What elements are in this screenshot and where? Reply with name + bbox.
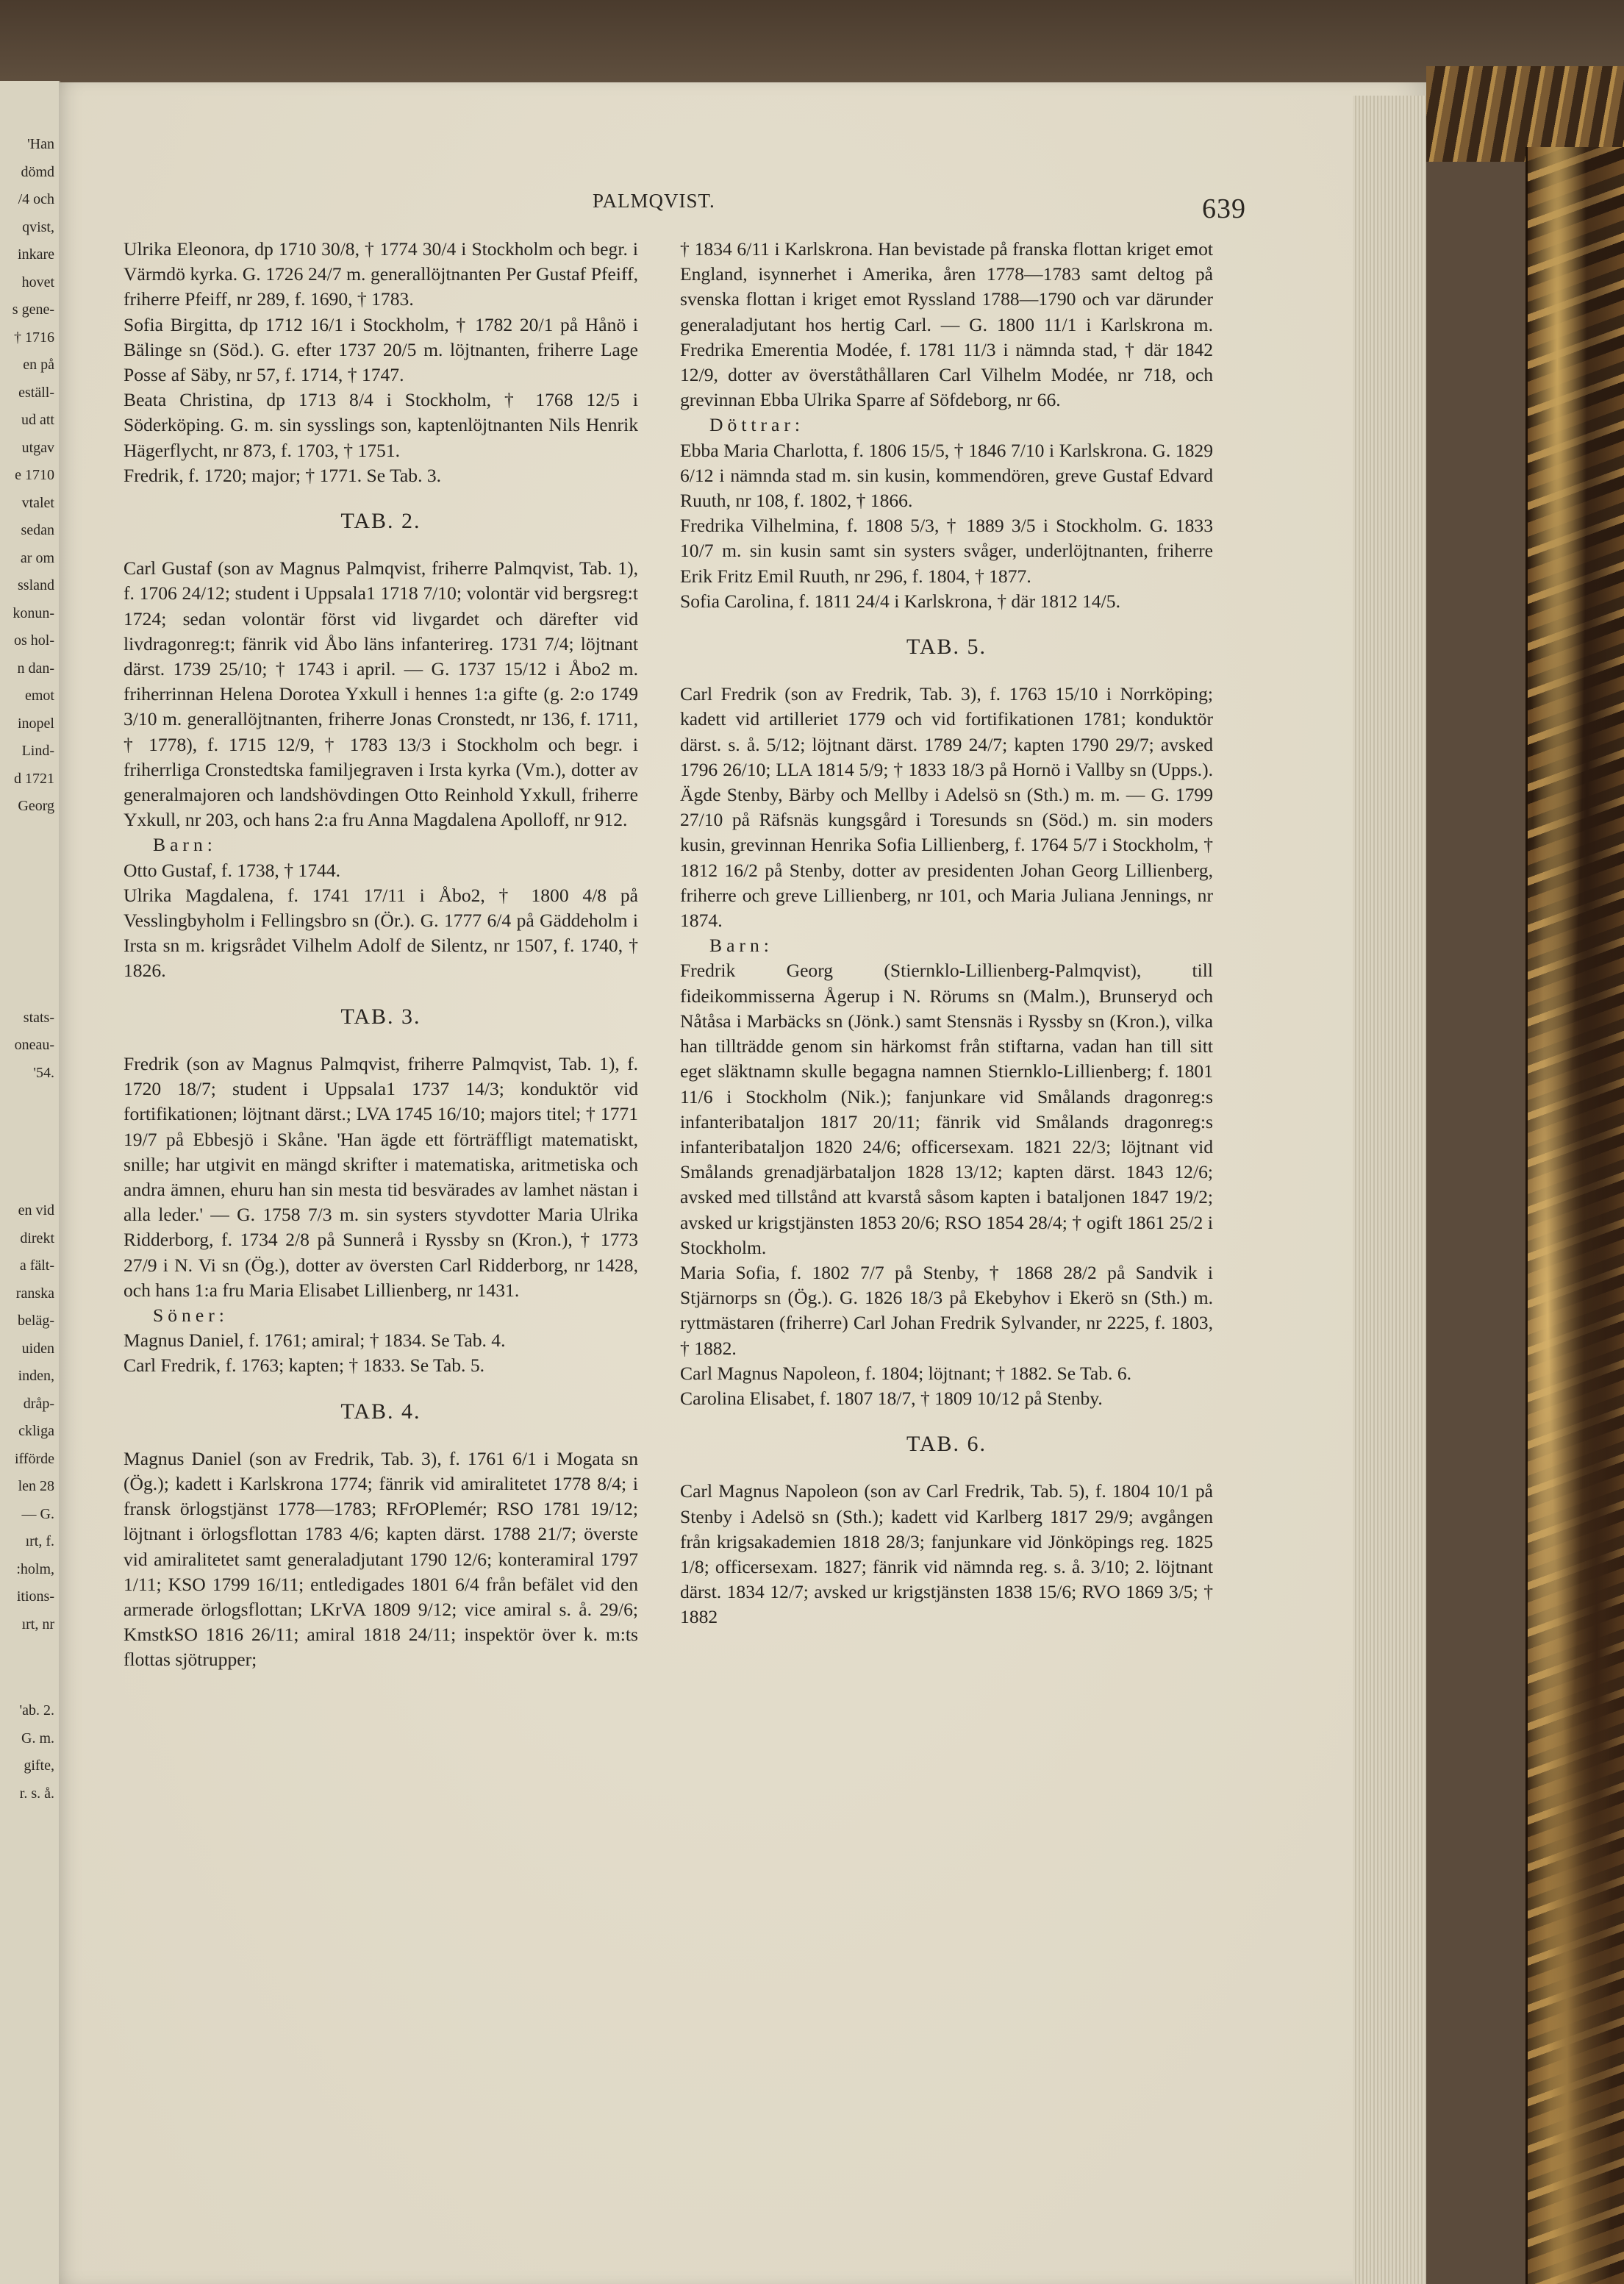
tab-3-heading: TAB. 3. xyxy=(340,1004,421,1029)
tab-3-text: Fredrik (son av Magnus Palmqvist, friherre Palmqvist, Tab. 1), f. 1720 18/7; student i Uppsala1 1737 14/3; konduktör vid fortifikationen; löjtnant därst.; LVA 1745 16/10; majors titel; † 1771 19/7 på Ebbesjö i Skåne. 'Han ägde ett förträffligt matematiskt, snille; har utgivit en mängd skrifter i matematiska, aritmetiska och andra ämnen, ehuru han sin mesta tid besvärades av lamhet nästan i alla leder.' — G. 1758 7/3 m. sin systers styvdotter Maria Ulrika Ridderborg, f. 1734 2/8 på Sunnerå i Ryssby sn (Kron.), † 1773 27/9 i N. Vi sn (Ög.), dotter av översten Carl Ridderborg, nr 1428, och hans 1:a fru Maria Elisabet Lillienberg, nr 1431. xyxy=(124,1052,638,1301)
prev-page-fragment-line: † 1716 xyxy=(14,329,54,346)
prev-page-fragment-line: r. s. å. xyxy=(19,1785,54,1802)
prev-page-fragment-line: inden, xyxy=(18,1368,54,1384)
prev-page-fragment-line: beläg- xyxy=(18,1313,54,1329)
tab-5-child-3: Carl Magnus Napoleon, f. 1804; löjtnant; † 1882. Se Tab. 6. xyxy=(680,1362,1132,1384)
prev-page-fragment-line: vtalet xyxy=(21,494,54,511)
prev-page-fragment-line: sedan xyxy=(21,522,54,538)
prev-page-fragment-line: ckliga xyxy=(18,1423,54,1439)
entry-ulrika-eleonora: Ulrika Eleonora, dp 1710 30/8, † 1774 30/4 i Stockholm och begr. i Värmdö kyrka. G. 1726 24/7 m. generallöjtnanten Per Gustaf Pfeiff, friherre Pfeiff, nr 289, f. 1690, † 1783. xyxy=(124,238,638,310)
prev-page-fragment-line: e 1710 xyxy=(15,467,54,483)
marbled-board xyxy=(1525,147,1624,2284)
prev-page-fragment-line: en vid xyxy=(18,1202,54,1218)
tab-2-barn-heading: Barn: xyxy=(153,834,217,856)
tab-5-barn-heading: Barn: xyxy=(709,935,773,957)
prev-page-fragment-line: qvist, xyxy=(22,218,54,235)
prev-page-fragment-line: ırt, nr xyxy=(21,1616,54,1632)
prev-page-fragment-line: stats- xyxy=(23,1009,54,1026)
prev-page-fragment-line: s gene- xyxy=(12,301,54,318)
tab-6-heading: TAB. 6. xyxy=(906,1432,987,1457)
prev-page-fragment-line: ranska xyxy=(15,1285,54,1302)
prev-page-fragment-line: /4 och xyxy=(18,191,54,207)
prev-page-fragment-line: 'ab. 2. xyxy=(19,1702,54,1719)
prev-page-fragment-line: itions- xyxy=(16,1588,54,1605)
prev-page-fragment-line: — G. xyxy=(21,1505,54,1522)
prev-page-fragment-line: ssland xyxy=(18,577,54,593)
prev-page-fragment-line: d 1721 xyxy=(14,770,54,787)
tab-3-soner-heading: Söner: xyxy=(153,1304,229,1326)
prev-page-fragment-line: ar om xyxy=(20,549,54,566)
daughter-3: Sofia Carolina, f. 1811 24/4 i Karlskrona, † där 1812 14/5. xyxy=(680,590,1120,612)
prev-page-fragment-line: en på xyxy=(23,357,54,373)
prev-page-fragment-line: os hol- xyxy=(14,632,54,649)
daughter-2: Fredrika Vilhelmina, f. 1808 5/3, † 1889 3/5 i Stockholm. G. 1833 10/7 m. sin kusin samt sin systers svåger, underlöjtnanten, friherre Erik Fritz Emil Ruuth, nr 296, f. 1804, † 1877. xyxy=(680,515,1213,587)
tab-4-heading: TAB. 4. xyxy=(340,1399,421,1424)
entry-beata-christina: Beata Christina, dp 1713 8/4 i Stockholm, † 1768 12/5 i Söderköping. G. m. sin sysslings son, kaptenlöjtnanten Nils Henrik Hägerflycht, nr 873, f. 1703, † 1751. xyxy=(124,389,638,461)
prev-page-fragment-line: uiden xyxy=(21,1340,54,1357)
prev-page-fragment-line: :holm, xyxy=(16,1560,54,1577)
prev-page-fragment-line: konun- xyxy=(12,604,54,621)
tab-5-child-1: Fredrik Georg (Stiernklo-Lillienberg-Palmqvist), till fideikommisserna Ågerup i N. Rörums sn (Malm.), Brunseryd och Nåtåsa i Marbäcks sn (Jönk.) samt Stensnäs i Ryssby sn (Kron.), vilka han tillträdde genom sin härkomst från stiftarna, vadan han till sitt eget släktnamn skulle begagna namnen Stiernklo-Lillienberg; f. 1801 11/6 i Stockholm (Nik.); fanjunkare vid Smålands dragonreg:s infanteribataljon 1817 20/11; fänrik vid Smålands dragonreg:s infanteribataljon 1820 24/6; officersexam. 1821 22/3; löjtnant vid Smålands grenadjärbataljon 1828 13/12; kapten därst. 1843 12/6; avsked med tillstånd att kvarstå såsom kapten i bataljonen 1847 19/2; avsked ur krigstjänsten 1853 20/6; RSO 1854 28/4; † ogift 1861 25/2 i Stockholm. xyxy=(680,960,1213,1258)
prev-page-fragment-line: ifförde xyxy=(14,1450,54,1467)
prev-page-fragment-line: utgav xyxy=(21,439,54,456)
tab-6-text: Carl Magnus Napoleon (son av Carl Fredrik, Tab. 5), f. 1804 10/1 på Stenby i Adelsö sn (Sth.); kadett vid Karlberg 1817 29/9; avgången från krigsakademien 1818 28/3; fanjunkare vid Jönköpings reg. 1825 1/8; officersexam. 1827; fänrik vid nämnda reg. s. å. 3/10; 2. löjtnant därst. 1834 12/7; avsked ur krigstjänsten 1838 15/6; RVO 1869 3/5; † 1882 xyxy=(680,1480,1213,1628)
daughter-1: Ebba Maria Charlotta, f. 1806 15/5, † 1846 7/10 i Karlskrona. G. 1829 6/12 i nämnda stad m. sin kusin, kommendören, greve Gustaf Edvard Ruuth, nr 108, f. 1802, † 1866. xyxy=(680,439,1213,512)
book-top-edge xyxy=(0,0,1624,82)
prev-page-fragment-line: G. m. xyxy=(21,1730,54,1746)
prev-page-fragment-line: inopel xyxy=(18,715,54,732)
prev-page-fragment-line: ırt, f. xyxy=(25,1533,54,1549)
tab-3-child-2: Carl Fredrik, f. 1763; kapten; † 1833. Se Tab. 5. xyxy=(124,1355,485,1377)
entry-fredrik: Fredrik, f. 1720; major; † 1771. Se Tab. 3. xyxy=(124,464,442,486)
tab-5-text: Carl Fredrik (son av Fredrik, Tab. 3), f. 1763 15/10 i Norrköping; kadett vid artilleriet 1779 och vid fortifikationen 1781; konduktör därst. s. å. 5/12; löjtnant därst. 1789 24/7; kapten 1790 29/7; avsked 1796 26/10; LLA 1814 5/9; † 1833 18/3 på Hornö i Vallby sn (Upps.). Ägde Stenby, Bärby och Mellby i Adelsö sn (Sth.) m. m. — G. 1799 27/10 på Räfsnäs kungsgård i Toresunds sn (Söd.) m. sin moders kusin, grevinnan Henrika Sofia Lillienberg, f. 1764 5/7 i Stockholm, † 1812 16/2 på Stenby, dotter av presidenten Johan Georg Lillienberg, friherre och greve Lillienberg, nr 101, och Maria Juliana Jennings, nr 1874. xyxy=(680,683,1213,932)
entry-sofia-birgitta: Sofia Birgitta, dp 1712 16/1 i Stockholm, † 1782 20/1 på Hånö i Bälinge sn (Söd.). G. efter 1737 20/5 m. löjtnanten, friherre Lage Posse af Säby, nr 57, f. 1714, † 1747. xyxy=(124,313,638,386)
prev-page-fragment-line: hovet xyxy=(21,274,54,290)
prev-page-fragment-line: direkt xyxy=(20,1230,54,1246)
tab-4-text: Magnus Daniel (son av Fredrik, Tab. 3), f. 1761 6/1 i Mogata sn (Ög.); kadett i Karlskrona 1774; fänrik vid amiralitetet 1778 8/4; i fransk örlogstjänst 1778—1783; RFrOPlemér; RSO 1781 19/12; löjtnant i örlogsflottan 1783 4/6; kapten därst. 1788 21/7; överste vid amiralitetet samt generaladjutant 1790 12/6; konteramiral 1797 1/11; KSO 1799 16/11; entledigades 1801 6/4 från befälet vid den armerade örlogsflottan; LKrVA 1809 9/12; vice amiral s. å. 29/6; KmstkSO 1816 26/11; amiral 1818 24/11; inspektör över k. m:ts flottas sjötrupper; xyxy=(124,1447,638,1671)
page-edges xyxy=(1353,96,1426,2284)
prev-page-fragment-line: emot xyxy=(25,688,54,704)
running-head: PALMQVIST. xyxy=(593,190,715,212)
previous-page-fragment xyxy=(0,81,60,2284)
tab-2-heading: TAB. 2. xyxy=(340,509,421,534)
tab-3-child-1: Magnus Daniel, f. 1761; amiral; † 1834. Se Tab. 4. xyxy=(124,1330,506,1352)
prev-page-fragment-line: '54. xyxy=(33,1064,54,1081)
prev-page-fragment-line: ud att xyxy=(21,412,54,428)
prev-page-fragment-line: 'Han xyxy=(27,136,54,152)
tab-5-child-4: Carolina Elisabet, f. 1807 18/7, † 1809 10/12 på Stenby. xyxy=(680,1387,1103,1409)
prev-page-fragment-line: len 28 xyxy=(18,1478,54,1494)
prev-page-fragment-line: Georg xyxy=(18,798,54,814)
tab-5-child-2: Maria Sofia, f. 1802 7/7 på Stenby, † 1868 28/2 på Sandvik i Stjärnorps sn (Ög.). G. 1826 18/3 på Ekebyhov i Ekerö sn (Sth.) m. ryttmästaren (friherre) Carl Johan Fredrik Sylvander, nr 2225, f. 1803, † 1882. xyxy=(680,1261,1213,1359)
page-number: 639 xyxy=(1202,193,1246,224)
left-column xyxy=(124,237,638,1673)
tab-2-text: Carl Gustaf (son av Magnus Palmqvist, friherre Palmqvist, Tab. 1), f. 1706 24/12; student i Uppsala1 1718 7/10; volontär vid bergsreg:t 1724; sedan volontär först vid livgardet och därefter vid livdragonreg:t; fänrik vid Åbo läns infanterireg. 1731 7/4; löjtnant därst. 1739 25/10; † 1743 i april. — G. 1737 15/12 i Åbo2 m. friherrinnan Helena Dorotea Yxkull i hennes 1:a gifte (g. 2:o 1749 3/10 m. generallöjtnanten, friherre Jonas Cronstedt, nr 136, f. 1711, † 1778), f. 1715 12/9, † 1783 13/3 i Stockholm och begr. i friherrliga Cronstedtska familjegraven i Irsta kyrka (Vm.), dotter av generalmajoren och landshövdingen Otto Reinhold Yxkull, friherre Yxkull, nr 203, och hans 2:a fru Anna Magdalena Apolloff, nr 912. xyxy=(124,557,638,831)
prev-page-fragment-line: n dan- xyxy=(17,660,54,677)
right-column xyxy=(680,237,1213,1630)
tab-4-continued: † 1834 6/11 i Karlskrona. Han bevistade på franska flottan kriget emot England, isynnerhet i Amerika, åren 1778—1783 samt deltog på svenska flottan i kriget emot Ryssland 1788—1790 och var därunder generaladjutant hos hertig Carl. — G. 1800 11/1 i Karlskrona m. Fredrika Emerentia Modée, f. 1781 11/3 i nämnda stad, † där 1842 12/9, dotter av överståthållaren Carl Vilhelm Modée, nr 718, och grevinnan Ebba Ulrika Sparre af Söfdeborg, nr 66. xyxy=(680,238,1213,411)
prev-page-fragment-line: Lind- xyxy=(21,743,54,759)
prev-page-fragment-line: a fält- xyxy=(19,1257,54,1274)
prev-page-fragment-line: dråp- xyxy=(23,1395,54,1412)
tab-2-child-1: Otto Gustaf, f. 1738, † 1744. xyxy=(124,859,341,881)
tab-5-heading: TAB. 5. xyxy=(906,635,987,660)
dottrar-heading: Döttrar: xyxy=(709,414,805,436)
prev-page-fragment-line: dömd xyxy=(21,163,54,180)
prev-page-fragment-line: oneau- xyxy=(14,1037,54,1053)
prev-page-fragment-line: eställ- xyxy=(18,384,54,401)
prev-page-fragment-line: gifte, xyxy=(24,1757,54,1774)
tab-2-child-2: Ulrika Magdalena, f. 1741 17/11 i Åbo2, † 1800 4/8 på Vesslingbyholm i Fellingsbro sn (Ör.). G. 1777 6/4 på Gäddeholm i Irsta sn m. krigsrådet Vilhelm Adolf de Silentz, nr 1507, f. 1740, † 1826. xyxy=(124,884,638,982)
prev-page-fragment-line: inkare xyxy=(18,246,54,263)
